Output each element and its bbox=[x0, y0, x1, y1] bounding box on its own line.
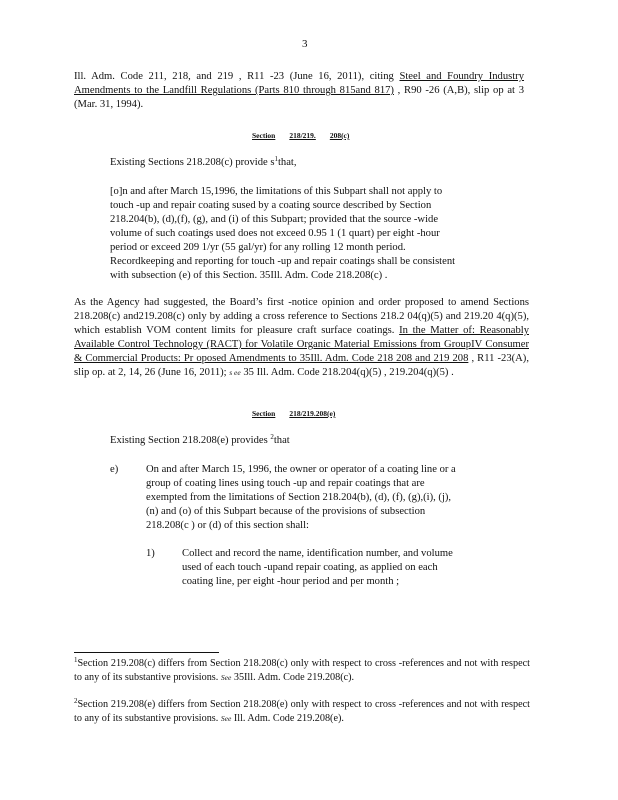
agency-post: , R11 -23(A), slip op. at 2, 14, 26 (June 16, 2011); bbox=[74, 353, 529, 378]
item-e-text bbox=[146, 463, 506, 533]
footnote-1-tail: 35Ill. Adm. Code 219.208(c). bbox=[231, 672, 355, 683]
intro-text: Ill. Adm. Code 211, 218, and 219 , R11 -23 (June 16, 2011), citing bbox=[74, 71, 400, 82]
section-heading-1 bbox=[252, 131, 363, 141]
quote1-line: touch -up and repair coating sused by a coating source described by Section bbox=[110, 200, 432, 211]
intro-paragraph bbox=[74, 70, 524, 112]
heading1-number: 218/219. bbox=[289, 131, 316, 140]
heading2-section: Section bbox=[252, 409, 276, 418]
footnote-2-tail: Ill. Adm. Code 219.208(e). bbox=[231, 713, 344, 724]
footnote-separator bbox=[74, 652, 219, 653]
item-e-line: group of coating lines using touch -up and repair coatings that are bbox=[146, 478, 425, 489]
existing1-text: Existing Sections 218.208(c) provide s bbox=[110, 157, 275, 168]
heading2-number: 218/219.208(e) bbox=[289, 409, 336, 418]
intro-citation: Steel and Foundry Industry Amendments to the Landfill Regulations (Parts 810 through 815and 817) bbox=[74, 71, 525, 96]
item-e-line: 218.208(c ) or (d) of this section shall: bbox=[146, 520, 309, 531]
quote1-line: period or exceed 209 1/yr (55 gal/yr) for any rolling 12 month period. bbox=[110, 242, 406, 253]
item-e-line: (n) and (o) of this Subpart because of the provisions of subsection bbox=[146, 506, 426, 517]
item-e-label: e) bbox=[110, 464, 119, 475]
footnote-2-see: See bbox=[220, 714, 232, 723]
item-e-line: exempted from the limitations of Section 218.204(b), (d), (f), (g),(i), (j), bbox=[146, 492, 452, 503]
page-number: 3 bbox=[302, 38, 308, 50]
item-1-line: Collect and record the name, identification number, and volume bbox=[182, 548, 453, 559]
quote1-line: [o]n and after March 15,1996, the limitations of this Subpart shall not apply to bbox=[110, 186, 443, 197]
item-1-text bbox=[182, 547, 502, 589]
existing-sections-2 bbox=[110, 434, 290, 448]
agency-citation: In the Matter of: Reasonably Available Control Technology (RACT) for Volatile Organic Material Emissions from GroupIV Consumer & Commercial Products: Pr oposed Amendments to 35Ill. Adm. Code 218 208 and 219 208 bbox=[74, 325, 529, 364]
agency-see: s ee bbox=[229, 368, 241, 377]
agency-paragraph bbox=[74, 296, 529, 380]
item-e-line: On and after March 15, 1996, the owner or operator of a coating line or a bbox=[146, 464, 456, 475]
quote1-line: 218.204(b), (d),(f), (g), and (i) of this Subpart; provided that the source -wide bbox=[110, 214, 439, 225]
footnote-mark-1: 1 bbox=[74, 656, 78, 664]
heading1-sub: 208(c) bbox=[329, 131, 350, 140]
existing2-text: Existing Section 218.208(e) provides bbox=[110, 435, 271, 446]
section-heading-2 bbox=[252, 409, 349, 419]
quote1-line: volume of such coatings used does not exceed 0.95 1 (1 quart) per eight -hour bbox=[110, 228, 440, 239]
footnote-1 bbox=[74, 657, 530, 685]
footnote-2 bbox=[74, 698, 530, 726]
item-1-line: coating line, per eight -hour period and per month ; bbox=[182, 576, 400, 587]
quote1-line: Recordkeeping and reporting for touch -up and repair coatings shall be consistent bbox=[110, 256, 456, 267]
existing2-after: that bbox=[273, 435, 290, 446]
footnote-1-see: See bbox=[220, 673, 232, 682]
footnote-2-text: Section 219.208(e) differs from Section 218.208(e) only with respect to cross -references and not with respect to any of its substantive provisions. bbox=[74, 699, 530, 724]
item-1-label: 1) bbox=[146, 548, 155, 559]
footnote-mark-2: 2 bbox=[74, 697, 78, 705]
intro-post: , R90 -26 (A,B), slip op at 3 (Mar. 31, 1994). bbox=[74, 85, 524, 110]
existing1-after: that, bbox=[277, 157, 297, 168]
agency-text: As the Agency had suggested, the Board’s first -notice opinion and order proposed to amend Sections 218.208(c) and219.208(c) only by adding a cross reference to Sections 218.2 04(q)(5) and 219.20 4(q)(5), which establish VOM content limits for pleasure craft surface coatings. bbox=[74, 297, 529, 336]
existing-sections-1 bbox=[110, 156, 297, 170]
agency-tail: 35 Ill. Adm. Code 218.204(q)(5) , 219.204(q)(5) . bbox=[240, 367, 454, 378]
item-1-line: used of each touch -upand repair coating, as applied on each bbox=[182, 562, 438, 573]
footnote-1-text: Section 219.208(c) differs from Section 218.208(c) only with respect to cross -references and not with respect to any of its substantive provisions. bbox=[74, 658, 530, 683]
footnote-ref-2: 2 bbox=[270, 433, 274, 441]
footnote-ref-1: 1 bbox=[274, 155, 278, 163]
heading1-section: Section bbox=[252, 131, 276, 140]
quote-block-1 bbox=[110, 185, 490, 283]
quote1-line: with subsection (e) of this Section. 35Ill. Adm. Code 218.208(c) . bbox=[110, 270, 388, 281]
